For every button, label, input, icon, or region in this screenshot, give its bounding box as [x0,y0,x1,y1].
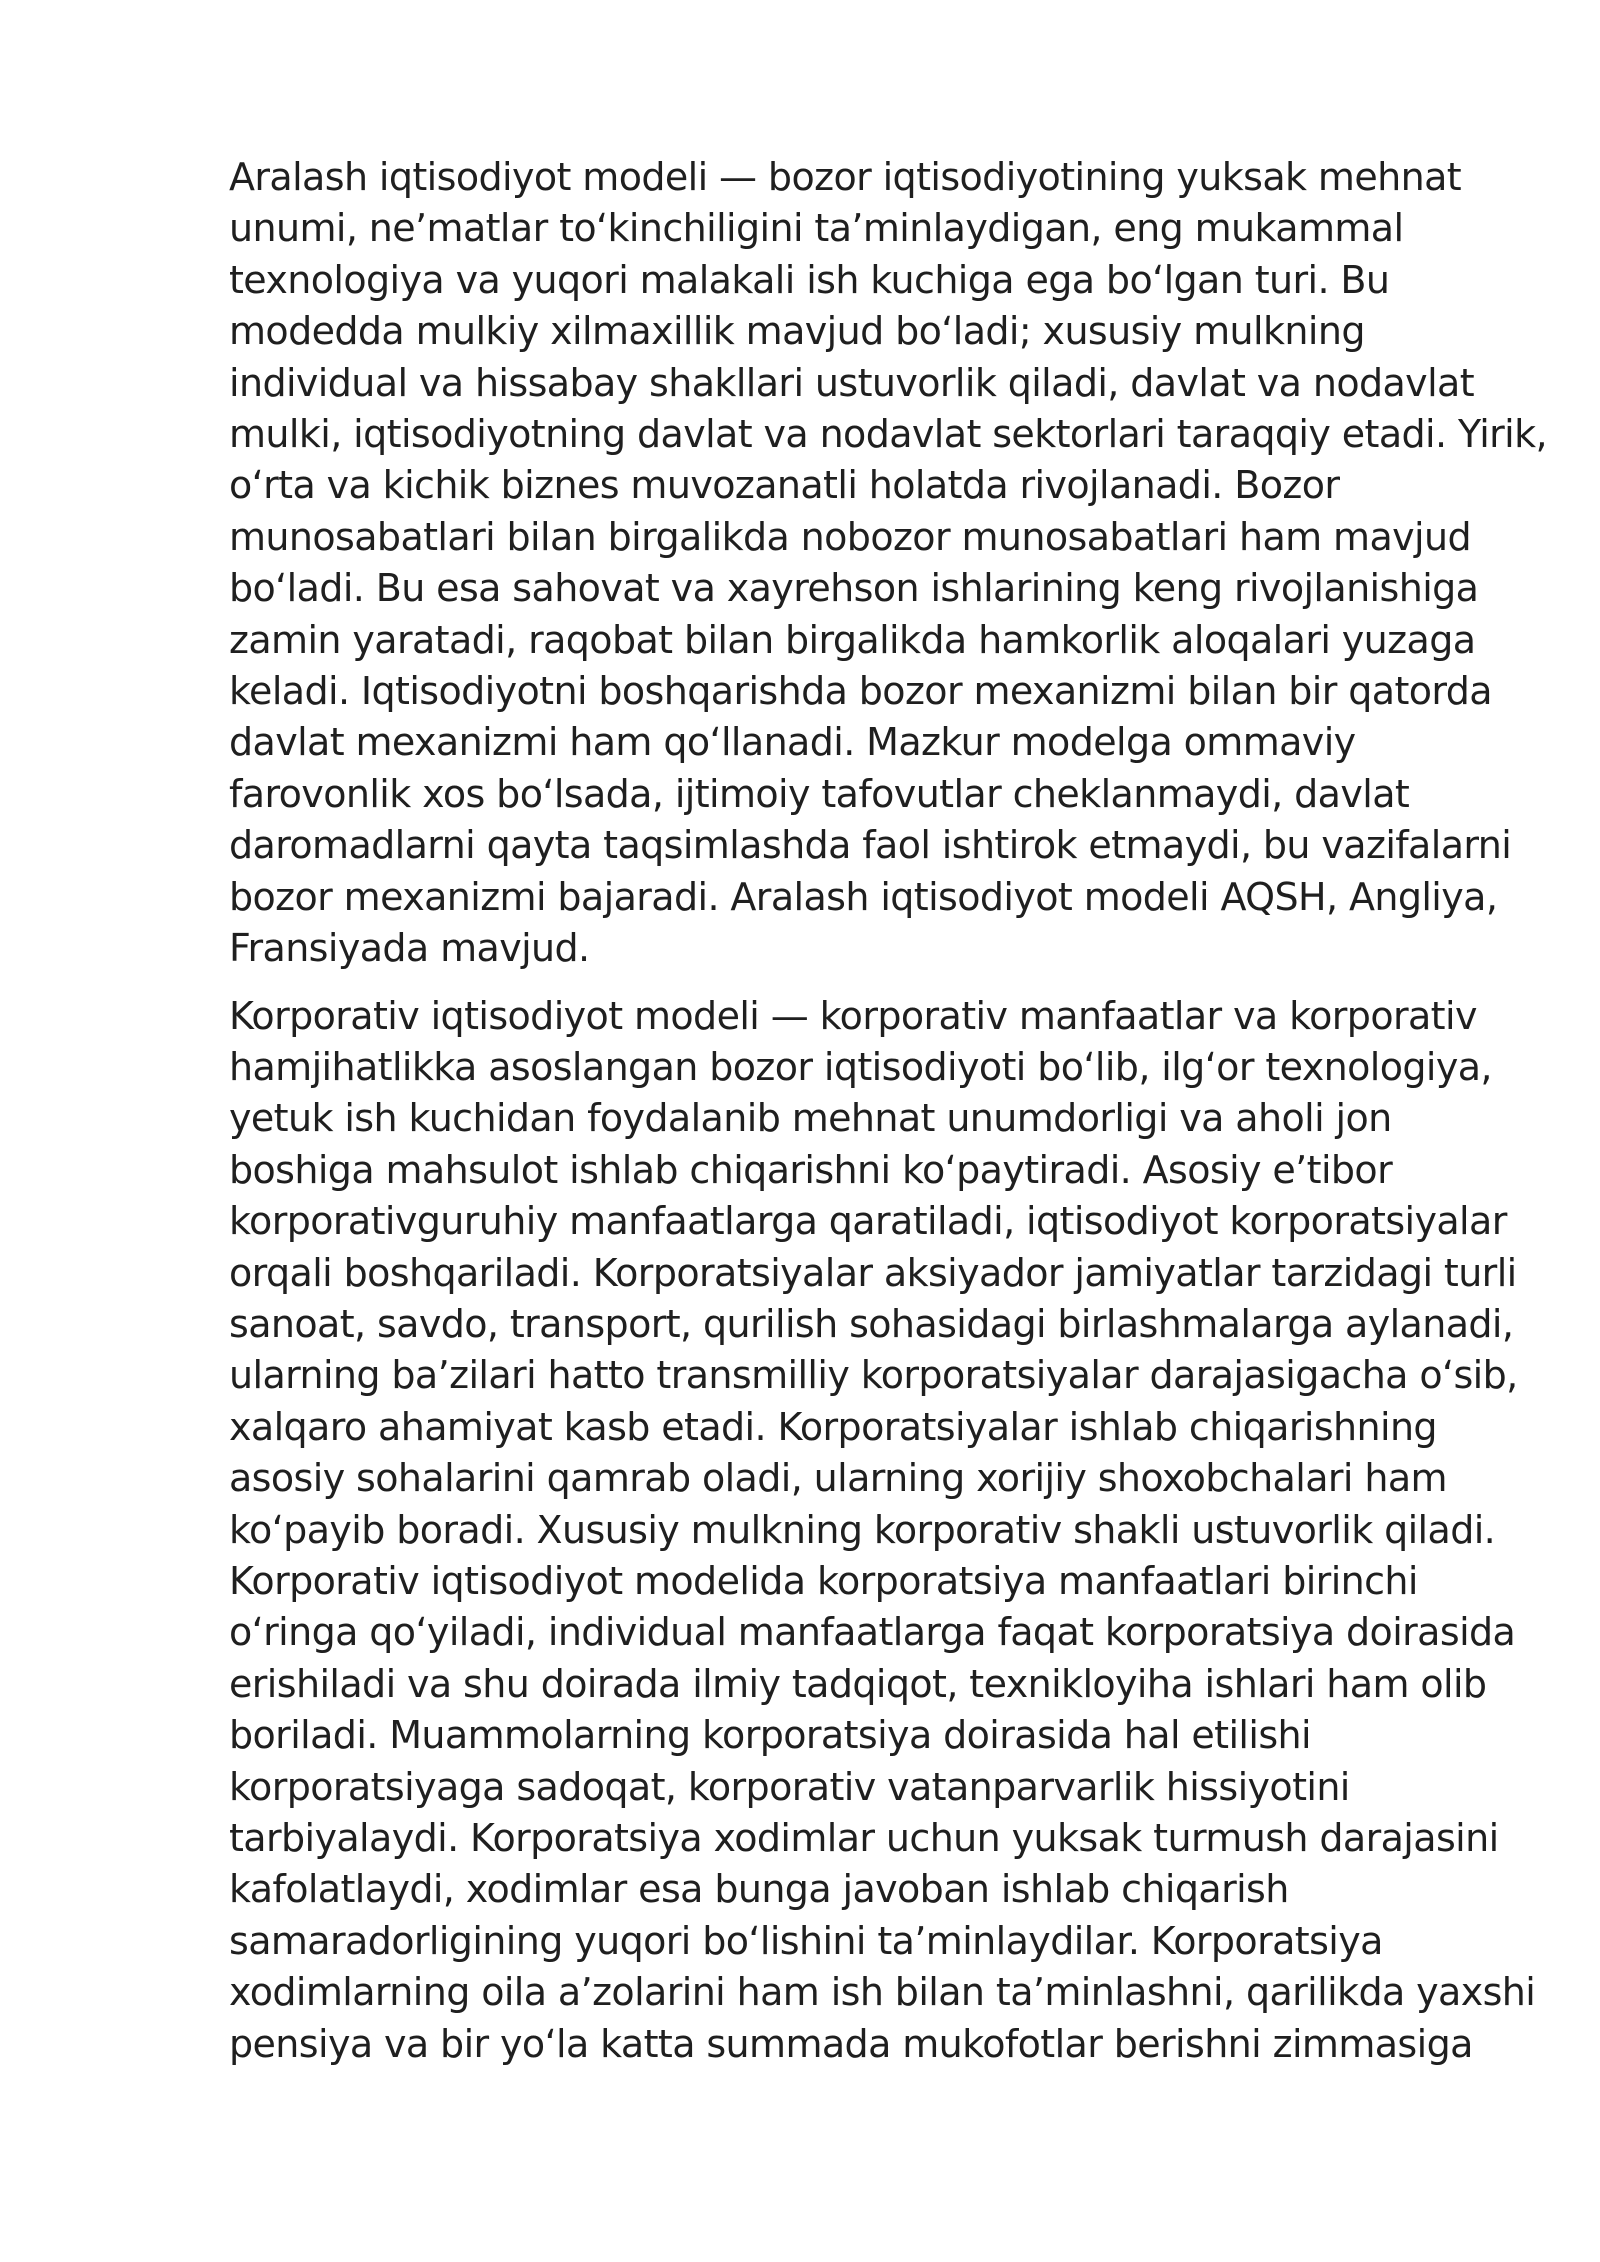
text-line: munosabatlari bilan birgalikda nobozor munosabatlari ham mavjud [229,514,1472,559]
text-line: sanoat, savdo, transport, qurilish sohasidagi birlashmalarga aylanadi, [229,1301,1514,1346]
text-line: modedda mulkiy xilmaxillik mavjud bo‘ladi; xususiy mulkning [229,309,1365,354]
text-line: davlat mexanizmi ham qo‘llanadi. Mazkur modelga ommaviy [229,720,1356,765]
text-line: Aralash iqtisodiyot modeli — bozor iqtisodiyotining yuksak mehnat [229,155,1462,199]
text-line: yetuk ish kuchidan foydalanib mehnat unumdorligi va aholi jon [229,1096,1392,1141]
text-line: bozor mexanizmi bajaradi. Aralash iqtisodiyot modeli AQSH, Angliya, [229,874,1498,919]
text-line: xodimlarning oila a’zolarini ham ish bilan ta’minlashni, qarilikda yaxshi [229,1970,1536,2015]
text-line: mulki, iqtisodiyotning davlat va nodavlat sektorlari taraqqiy etadi. Yirik, [229,412,1548,457]
text-line: korporativguruhiy manfaatlarga qaratiladi, iqtisodiyot korporatsiyalar [229,1199,1507,1244]
text-line: ko‘payib boradi. Xususiy mulkning korporativ shakli ustuvorlik qiladi. [229,1507,1496,1552]
text-line: pensiya va bir yo‘la katta summada mukofotlar berishni zimmasiga [229,2021,1473,2066]
paragraph-aralash-model [229,152,1548,975]
text-line: individual va hissabay shakllari ustuvorlik qiladi, davlat va nodavlat [229,360,1475,405]
text-line: Korporativ iqtisodiyot modelida korporatsiya manfaatlari birinchi [229,1558,1418,1603]
text-line: bo‘ladi. Bu esa sahovat va xayrehson ishlarining keng rivojlanishiga [229,566,1479,611]
text-line: keladi. Iqtisodiyotni boshqarishda bozor mexanizmi bilan bir qatorda [229,669,1492,714]
text-line: o‘ringa qo‘yiladi, individual manfaatlarga faqat korporatsiya doirasida [229,1610,1516,1655]
text-line: Korporativ iqtisodiyot modeli — korporativ manfaatlar va korporativ [229,993,1477,1038]
text-line: samaradorligining yuqori bo‘lishini ta’minlaydilar. Korporatsiya [229,1918,1383,1963]
document-body [229,152,1548,2086]
text-line: unumi, ne’matlar to‘kinchiligini ta’minlaydigan, eng mukammal [229,206,1404,251]
text-line: daromadlarni qayta taqsimlashda faol ishtirok etmaydi, bu vazifalarni [229,823,1512,868]
paragraph-korporativ-model [229,991,1536,2071]
text-line: farovonlik xos bo‘lsada, ijtimoiy tafovutlar cheklanmaydi, davlat [229,771,1410,816]
text-line: korporatsiyaga sadoqat, korporativ vatanparvarlik hissiyotini [229,1764,1350,1809]
text-line: asosiy sohalarini qamrab oladi, ularning xorijiy shoxobchalari ham [229,1456,1447,1501]
text-line: Fransiyada mavjud. [229,926,590,971]
text-line: kafolatlaydi, xodimlar esa bunga javoban ishlab chiqarish [229,1867,1289,1912]
text-line: boshiga mahsulot ishlab chiqarishni ko‘paytiradi. Asosiy e’tibor [229,1147,1393,1192]
text-line: zamin yaratadi, raqobat bilan birgalikda hamkorlik aloqalari yuzaga [229,617,1476,662]
text-line: erishiladi va shu doirada ilmiy tadqiqot, texnikloyiha ishlari ham olib [229,1661,1487,1706]
text-line: ularning ba’zilari hatto transmilliy korporatsiyalar darajasigacha o‘sib, [229,1353,1518,1398]
text-line: xalqaro ahamiyat kasb etadi. Korporatsiyalar ishlab chiqarishning [229,1404,1437,1449]
text-line: o‘rta va kichik biznes muvozanatli holatda rivojlanadi. Bozor [229,463,1340,508]
text-line: hamjihatlikka asoslangan bozor iqtisodiyoti bo‘lib, ilg‘or texnologiya, [229,1044,1492,1089]
text-line: orqali boshqariladi. Korporatsiyalar aksiyador jamiyatlar tarzidagi turli [229,1250,1517,1295]
text-line: boriladi. Muammolarning korporatsiya doirasida hal etilishi [229,1713,1311,1758]
text-line: tarbiyalaydi. Korporatsiya xodimlar uchun yuksak turmush darajasini [229,1816,1499,1860]
text-line: texnologiya va yuqori malakali ish kuchiga ega bo‘lgan turi. Bu [229,257,1390,302]
